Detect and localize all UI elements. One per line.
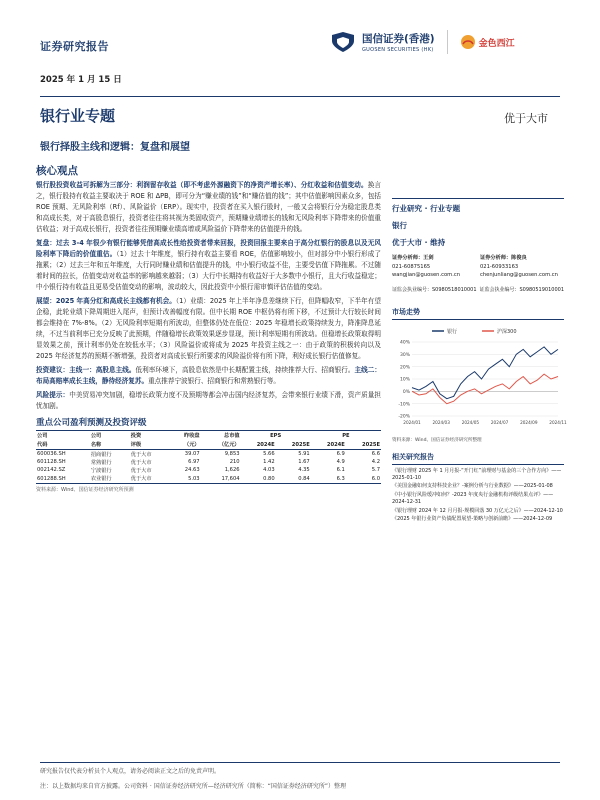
x-tick-label: 2024/03 xyxy=(432,419,450,425)
cert-block xyxy=(392,286,564,293)
cert-1: 证监会执业编号：S0980518010001 xyxy=(392,286,477,293)
table-cell: 1.42 xyxy=(263,459,275,466)
th2-eps-2024: 2024E xyxy=(241,440,276,450)
x-tick-label: 2024/11 xyxy=(549,419,567,425)
th2-mktcap: （亿元） xyxy=(201,440,241,450)
cert-2: 证监会执业编号：S0980519010001 xyxy=(479,286,564,293)
paragraph-2 xyxy=(36,238,381,293)
table-header-row-bottom xyxy=(36,440,381,450)
paragraph-3-body: （1）业绩：2025 年上半年净息差继续下行，但降幅收窄，下半年有望企稳，此轮业绩下降周期进入尾声，但预计改善幅度有限。但中长期 ROE 中枢仍将有所下移，不过预计大行较长时间都会维持在 7%-8%。（2）无风险利率短期有所波动，但整体仍处在低位：2025 年稳增长政策持续发力，降准降息延续，不过当前利率已充分反映了此预期，伴随稳增长政策效果逐步显现，预计利率短期有所波动。但稳增长政策取得明显效果之前，预计利率仍处在较低水平；（3）风险溢价或将成为 2025 年投资主线之一：由于政策的积极转向以及 2025 年经济复苏的预期不断增强，投资者对高成长银行所要求的风险溢价将有所下降，利好成长银行估值修复。 xyxy=(36,297,381,360)
th-code: 公司 xyxy=(36,431,90,441)
core-heading: 核心观点 xyxy=(36,165,78,177)
table-cell: 宁波银行 xyxy=(90,467,112,474)
th-name: 公司 xyxy=(90,431,130,441)
table-cell: 4.9 xyxy=(336,459,345,466)
related-item[interactable]: 《中小银行风险缓冲如何？-2023 年度央行金融机构评级结果点评》——2024-12-31 xyxy=(392,491,554,506)
table-cell: 6.97 xyxy=(188,459,200,466)
related-item[interactable]: 《美国金融如何支持科技企业？-案例分析与行业数据》——2025-01-08 xyxy=(392,483,553,490)
paragraph-5-body: 中美贸易冲突加剧，稳增长政策力度不及预期等都会冲击国内经济复苏，会带来银行业绩下滑，资产质量担忧加剧。 xyxy=(36,391,382,410)
paragraph-4-head2: 主线二：布局高赔率成长主线，静待经济复苏。 xyxy=(36,366,382,385)
table-cell: 0.80 xyxy=(241,475,276,484)
y-tick-label: 30% xyxy=(399,352,410,358)
table-row xyxy=(36,475,381,484)
table-cell: 5.7 xyxy=(371,467,380,474)
y-tick-label: 0% xyxy=(402,389,410,395)
y-tick-label: 10% xyxy=(399,377,410,383)
paragraph-4 xyxy=(36,365,381,387)
brand-en: GUOSEN SECURITIES (HK) xyxy=(362,47,434,53)
analyst-2-email[interactable]: chenjunliang@guosen.com.cn xyxy=(480,272,558,278)
table-cell: 9,853 xyxy=(224,451,240,458)
analyst-block xyxy=(392,254,564,280)
report-date: 2025 年 1 月 15 日 xyxy=(40,75,122,85)
table-cell: 5.66 xyxy=(263,451,275,458)
brand2-text: 金色西江 xyxy=(478,38,515,49)
brand-cn: 国信证券(香港) xyxy=(362,33,435,45)
paragraph-5-head: 风险提示： xyxy=(36,391,70,399)
market-title: 市场走势 xyxy=(392,307,564,320)
x-tick-label: 2024/05 xyxy=(461,419,480,425)
y-tick-label: 40% xyxy=(399,340,410,346)
page-title: 银行业专题 xyxy=(40,107,116,125)
paragraph-3-head: 展望：2025 年高分红和高成长主线都有机会。 xyxy=(36,297,176,305)
footer-divider xyxy=(40,762,560,763)
table-cell: 4.35 xyxy=(298,467,310,474)
market-chart-svg xyxy=(392,324,567,432)
paragraph-4-body1: 低利率环境下，高股息依然是中长期配置主线，持续推荐大行、招商银行。 xyxy=(135,366,355,374)
analyst-1-phone: 021-60875165 xyxy=(392,263,431,270)
table-header-row-top xyxy=(36,431,381,441)
xijiang-logo-icon xyxy=(460,34,476,50)
paragraph-4-body2: 重点推荐宁波银行、招商银行和常熟银行等。 xyxy=(148,377,280,385)
table-cell: 1.67 xyxy=(298,459,310,466)
table-cell: 常熟银行 xyxy=(90,459,112,466)
top-divider xyxy=(40,96,560,97)
table-cell: 24.63 xyxy=(184,467,200,474)
table-cell: 6.0 xyxy=(346,475,381,484)
related-item[interactable]: 《2025 年银行业资产负债配置展望-策略与创新前瞻》——2024-12-09 xyxy=(392,515,553,522)
table-cell: 5.91 xyxy=(298,451,310,458)
th2-close: （元） xyxy=(170,440,201,450)
x-tick-label: 2024/01 xyxy=(403,419,421,425)
table-cell: 17,604 xyxy=(201,475,241,484)
table-cell: 农业银行 xyxy=(90,475,130,484)
sector-label: 银行 xyxy=(392,221,407,230)
paragraph-5 xyxy=(36,390,381,412)
table-cell: 5.03 xyxy=(170,475,201,484)
table-heading: 重点公司盈利预测及投资评级 xyxy=(36,418,147,428)
th2-eps-2025: 2025E xyxy=(276,440,311,450)
analyst-1-email[interactable]: wangjian@guosen.com.cn xyxy=(392,272,460,278)
page-subtitle: 银行择股主线和逻辑：复盘和展望 xyxy=(40,142,190,153)
guosen-logo-icon xyxy=(330,31,356,53)
th2-pe-2025: 2025E xyxy=(346,440,381,450)
table-cell: 39.07 xyxy=(184,451,200,458)
report-category: 行业研究 · 行业专题 xyxy=(392,204,461,213)
table-cell: 优于大市 xyxy=(130,451,152,458)
th-eps: EPS xyxy=(241,431,311,441)
related-item[interactable]: 《银行理财 2024 年 12 月月报-规模回落 30 万亿元之后》——2024-12-10 xyxy=(392,507,563,514)
paragraph-1-body: 换言之，银行股持有收益主要取决于 ROE 和 ΔPB，即可分为“赚业绩的钱”和“赚估值的钱”；其中估值影响因素众多，包括 ROE 预期、无风险利率（Rf）、风险溢价（ERP）。现实中，投资者在买入银行股时，一般又会将银行分为稳定股息类和高成长类，对于高股息银行，投资者往往将其视为类固收资产，预期赚业绩增长的钱和无风险利率下降带来的价值重估收益；对于高成长银行，投资者往往预期赚业绩高增或风险溢价下降带来的估值提升的钱。 xyxy=(36,181,381,233)
paragraph-4-head: 投资建议：主线一：高股息主线。 xyxy=(36,366,136,374)
table-row xyxy=(36,466,381,474)
table-cell: 优于大市 xyxy=(130,467,152,474)
sector-rating: 优于大市 · 维持 xyxy=(392,238,446,247)
paragraph-2-head: 复盘：过去 3-4 年很少有银行能够凭借高成长性给投资者带来回报，投资回报主要来自于高分红银行的股息以及无风险利率下降后的价值重估。 xyxy=(36,239,381,258)
table-cell: 1,626 xyxy=(224,467,240,474)
analyst-2 xyxy=(480,254,564,280)
table-cell: 优于大市 xyxy=(130,475,170,484)
y-tick-label: -20% xyxy=(398,414,410,420)
paragraph-2-body: （1）过去十年维度，银行持有收益主要看 ROE，估值影响较小，但对部分中小银行形成了拖累；（2）过去三年和五年维度，大行同时赚业绩和估值提升的钱，中小银行收益不佳，主要受估值下降拖累。不过随着时间的拉长，估值变动对收益率的影响越来越弱；（3）大行中长期持有收益好于大多数中小银行，且大行收益稳定；中小银行持有收益且更易受估值变动的影响，波动较大，因此投资中小银行需审慎评估估值的变动。 xyxy=(36,250,381,291)
y-tick-label: -10% xyxy=(398,401,410,407)
legend-label-0: 银行 xyxy=(447,328,458,335)
table-cell: 6.1 xyxy=(336,467,345,474)
legend-label-1: 沪深300 xyxy=(497,328,517,335)
table-cell: 210 xyxy=(229,459,240,466)
th2-pe-2024: 2024E xyxy=(311,440,346,450)
paragraph-3 xyxy=(36,296,381,362)
table-cell: 601128.SH xyxy=(37,459,66,466)
brand-logos xyxy=(330,30,515,54)
series-line-1 xyxy=(412,374,558,404)
table-cell: 4.2 xyxy=(371,459,380,466)
th2-code: 代码 xyxy=(36,440,90,450)
rating-top: 优于大市 xyxy=(504,112,548,125)
analyst-2-phone: 021-60933163 xyxy=(480,263,519,270)
paragraph-1 xyxy=(36,180,381,235)
related-item[interactable]: 《银行理财 2025 年 1 月月报-“开门红”前理财与基金的三个合作方向》——2025-01-10 xyxy=(392,467,562,481)
related-title: 相关研究报告 xyxy=(392,452,564,465)
main-column xyxy=(36,163,381,493)
x-tick-label: 2024/07 xyxy=(490,419,509,425)
analyst-1-name: 证券分析师：王剑 xyxy=(392,255,434,261)
table-cell: 优于大市 xyxy=(130,459,152,466)
table-row xyxy=(36,450,381,459)
report-type-label: 证券研究报告 xyxy=(40,40,109,53)
th-mktcap: 总市值 xyxy=(201,431,241,441)
sidebar-column xyxy=(392,198,567,524)
related-list xyxy=(392,468,564,524)
earnings-table xyxy=(36,430,381,484)
th2-rating: 评级 xyxy=(130,440,170,450)
x-tick-label: 2024/09 xyxy=(520,419,538,425)
table-cell: 6.6 xyxy=(371,451,380,458)
table-cell: 招商银行 xyxy=(90,451,112,458)
analyst-2-name: 证券分析师：陈俊良 xyxy=(480,255,527,261)
market-chart xyxy=(392,324,567,436)
y-tick-label: 20% xyxy=(399,364,410,370)
table-cell: 6.3 xyxy=(311,475,346,484)
th-close: 昨收盘 xyxy=(170,431,201,441)
table-cell: 601288.SH xyxy=(36,475,90,484)
sidebar-rule xyxy=(392,198,564,199)
table-cell: 0.84 xyxy=(276,475,311,484)
table-cell: 6.9 xyxy=(336,451,345,458)
paragraph-1-head: 银行股投资收益可拆解为三部分：利润留存收益（即不考虑外源融资下的净资产增长率）、分红收益和估值变动。 xyxy=(36,181,368,189)
xijiang-logo xyxy=(460,34,515,50)
table-row xyxy=(36,458,381,466)
logo-divider xyxy=(447,30,448,54)
table-cell: 002142.SZ xyxy=(37,467,66,474)
analyst-1 xyxy=(392,254,476,280)
footer-note: 注：以上数据均来自官方披露。公司资料 · 国信证券经济研究所—经济研究所（简称：“国信证券经济研究所”）整理 xyxy=(40,783,346,790)
footer-disclaimer: 研究报告仅代表分析员个人观点，请务必阅读正文之后的免责声明。 xyxy=(40,768,221,775)
th-pe: PE xyxy=(311,431,381,441)
table-cell: 600036.SH xyxy=(37,451,66,458)
th-rating: 投资 xyxy=(130,431,170,441)
chart-source: 资料来源：Wind、国信证券经济研究所整理 xyxy=(392,437,482,443)
th2-name: 名称 xyxy=(90,440,130,450)
table-source: 资料来源：Wind、国信证券经济研究所预测 xyxy=(36,486,134,493)
table-cell: 4.03 xyxy=(263,467,275,474)
